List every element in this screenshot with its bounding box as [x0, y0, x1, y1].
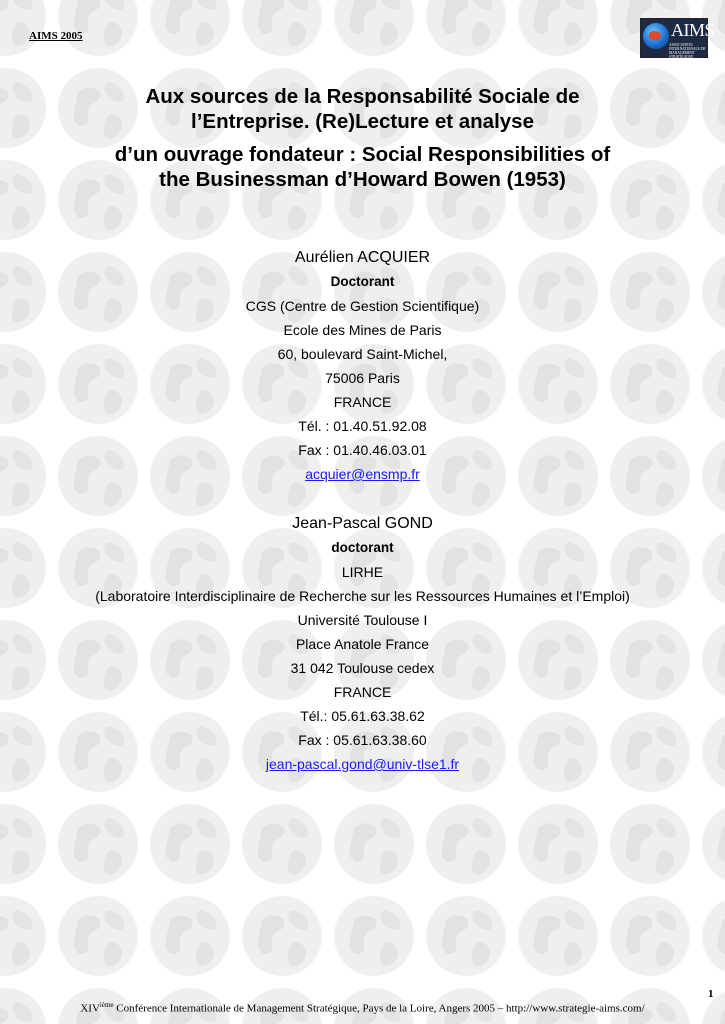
footer-prefix: XIV	[80, 1002, 100, 1015]
author-role: doctorant	[331, 540, 394, 555]
logo-text: AIMS	[671, 20, 715, 40]
author-city: 31 042 Toulouse cedex	[290, 660, 435, 676]
author-phone: Tél. : 01.40.51.92.08	[298, 418, 427, 434]
author-name: Aurélien ACQUIER	[294, 249, 431, 266]
author-affiliation: LIRHE	[341, 564, 384, 580]
globe-icon	[643, 23, 669, 49]
author-institution: Ecole des Mines de Paris	[283, 322, 442, 338]
author-role: Doctorant	[330, 274, 395, 289]
paper-title-part2	[60, 142, 665, 192]
footer-text: Conférence Internationale de Management Stratégique, Pays de la Loire, Angers 2005 – http://www.strategie-aims.com/	[113, 1002, 645, 1015]
author-country: FRANCE	[333, 684, 392, 700]
title-line: l’Entreprise. (Re)Lecture et analyse	[191, 110, 534, 133]
author-name: Jean-Pascal GOND	[292, 515, 433, 532]
header-conference-tag: AIMS 2005	[29, 30, 83, 42]
author-street: 60, boulevard Saint-Michel,	[277, 346, 448, 362]
page-number: 1	[708, 988, 714, 1000]
author-institution: Université Toulouse I	[297, 612, 428, 628]
logo-subtext: ASSOCIATION INTERNATIONALE DE MANAGEMENT STRATÉGIQUE	[669, 43, 706, 59]
title-line: d’un ouvrage fondateur : Social Responsibilities of	[114, 143, 611, 166]
author-block-gond	[90, 512, 635, 776]
author-fax: Fax : 05.61.63.38.60	[298, 732, 427, 748]
title-line: the Businessman d’Howard Bowen (1953)	[159, 168, 566, 191]
paper-title-part1	[60, 84, 665, 134]
author-street: Place Anatole France	[295, 636, 430, 652]
page-footer	[0, 1001, 725, 1015]
author-lab-name: (Laboratoire Interdisciplinaire de Recherche sur les Ressources Humaines et l’Emploi)	[95, 588, 630, 604]
footer-superscript: ième	[99, 1001, 114, 1009]
author-email-link[interactable]: jean-pascal.gond@univ-tlse1.fr	[265, 756, 460, 772]
author-fax: Fax : 01.40.46.03.01	[298, 442, 427, 458]
aims-logo	[640, 18, 715, 59]
author-affiliation: CGS (Centre de Gestion Scientifique)	[245, 298, 480, 314]
author-block-acquier	[90, 246, 635, 486]
title-line: Aux sources de la Responsabilité Sociale de	[145, 85, 580, 108]
author-city: 75006 Paris	[325, 370, 400, 386]
author-phone: Tél.: 05.61.63.38.62	[300, 708, 425, 724]
author-email-link[interactable]: acquier@ensmp.fr	[305, 466, 420, 482]
author-country: FRANCE	[333, 394, 392, 410]
